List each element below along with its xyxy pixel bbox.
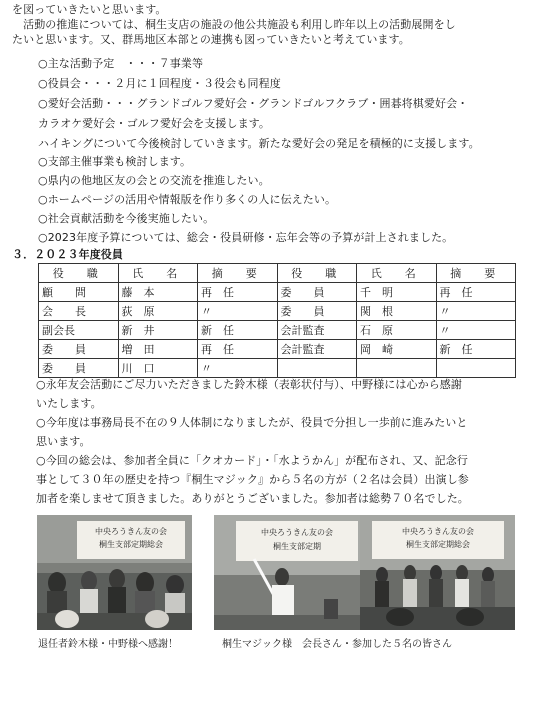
table-cell: 川 口 [118,359,198,378]
table-cell: 関 根 [357,302,437,321]
table-cell: 石 原 [357,321,437,340]
closing-line: ○今回の総会は、参加者全員に「クオカード」・「水ようかん」が配布され、又、記念行 [36,454,468,467]
column-header: 摘 要 [436,264,516,283]
table-header-row [39,264,516,283]
banner-line-1: 中央ろうきん友の会 [402,527,474,536]
closing-line: ○今年度は事務局長不在の９人体制になりましたが、役員で分担し一歩前に進みたいと [36,416,468,429]
table-cell: 再 任 [198,340,278,359]
table-cell [357,359,437,378]
intro-line-1: を図っていきたいと思います。 [12,3,167,16]
officers-table [38,263,516,378]
table-cell: 新 井 [118,321,198,340]
closing-line: ○永年友会活動にご尽力いただきました鈴木様（表彰状付与）、中野様には心から感謝 [36,378,462,391]
banner-line-2: 桐生支部定期総会 [406,540,470,549]
closing-line: 加者を楽しませて頂きました。ありがとうございました。参加者は総勢７０名でした。 [36,492,469,505]
table-cell [277,359,357,378]
banner-line-2: 桐生支部定期総会 [99,540,163,549]
photo-caption-2: 桐生マジック様 会長さん・参加した５名の皆さん [222,639,452,650]
closing-line: 事として３０年の歴史を持つ『桐生マジック』から５名の方が（２名は会員）出演し参 [36,473,469,486]
table-row [39,340,516,359]
table-cell: 岡 崎 [357,340,437,359]
activity-item: ハイキングについて今後検討していきます。新たな愛好会の発足を積極的に支援します。 [38,137,480,150]
table-row [39,302,516,321]
column-header: 役 職 [277,264,357,283]
activity-item: ○ホームページの活用や情報版を作り多くの人に伝えたい。 [38,193,337,206]
meeting-photo-2-image [214,515,369,630]
table-cell: 〃 [198,302,278,321]
closing-line: 思います。 [36,435,91,448]
table-cell: 新 任 [436,340,516,359]
meeting-photo-1 [37,515,192,630]
meeting-photo-2 [214,515,369,630]
table-row [39,359,516,378]
table-cell: 会計監査 [277,340,357,359]
table-cell: 委 員 [277,302,357,321]
intro-line-2: 活動の推進については、桐生支店の施設の他公共施設も利用し昨年以上の活動展開をし [12,18,456,31]
table-cell: 増 田 [118,340,198,359]
photo-caption-1: 退任者鈴木様・中野様へ感謝！ [38,639,178,650]
table-cell: 会計監査 [277,321,357,340]
table-cell: 再 任 [436,283,516,302]
table-cell: 再 任 [198,283,278,302]
section-title: ３．２０２３年度役員 [12,248,123,261]
table-cell: 新 任 [198,321,278,340]
intro-line-3: たいと思います。又、群馬地区本部との連携も図っていきたいと考えています。 [12,33,410,46]
table-cell: 藤 本 [118,283,198,302]
activity-item: ○2023年度予算については、総会・役員研修・忘年会等の予算が計上されました。 [38,231,454,244]
meeting-photo-1-image [37,515,192,630]
banner-line-2: 桐生支部定期 [273,542,321,551]
table-cell: 委 員 [39,340,119,359]
table-cell [436,359,516,378]
activity-item: ○社会貢献活動を今後実施したい。 [38,212,215,225]
meeting-photo-3-image [360,515,515,630]
activity-item: ○県内の他地区友の会との交流を推進したい。 [38,174,270,187]
table-row [39,321,516,340]
meeting-photo-3 [360,515,515,630]
table-cell: 〃 [436,302,516,321]
column-header: 摘 要 [198,264,278,283]
activity-item: ○主な活動予定 ・・・７事業等 [38,57,204,70]
table-cell: 〃 [198,359,278,378]
table-cell: 荻 原 [118,302,198,321]
table-cell: 副会長 [39,321,119,340]
banner-line-1: 中央ろうきん友の会 [95,527,167,536]
table-cell: 委 員 [39,359,119,378]
activity-item: ○支部主催事業も検討します。 [38,155,192,168]
activity-item: カラオケ愛好会・ゴルフ愛好会を支援します。 [38,117,270,130]
column-header: 役 職 [39,264,119,283]
activity-item: ○愛好会活動・・・グランドゴルフ愛好会・グランドゴルフクラブ・囲碁将棋愛好会・ [38,97,469,110]
table-cell: 委 員 [277,283,357,302]
table-cell: 〃 [436,321,516,340]
column-header: 氏 名 [357,264,437,283]
banner-line-1: 中央ろうきん友の会 [261,528,333,537]
table-row [39,283,516,302]
closing-line: いたします。 [36,397,102,410]
activity-item: ○役員会・・・２月に１回程度・３役会も同程度 [38,77,281,90]
table-cell: 千 明 [357,283,437,302]
column-header: 氏 名 [118,264,198,283]
table-cell: 顧 問 [39,283,119,302]
table-cell: 会 長 [39,302,119,321]
